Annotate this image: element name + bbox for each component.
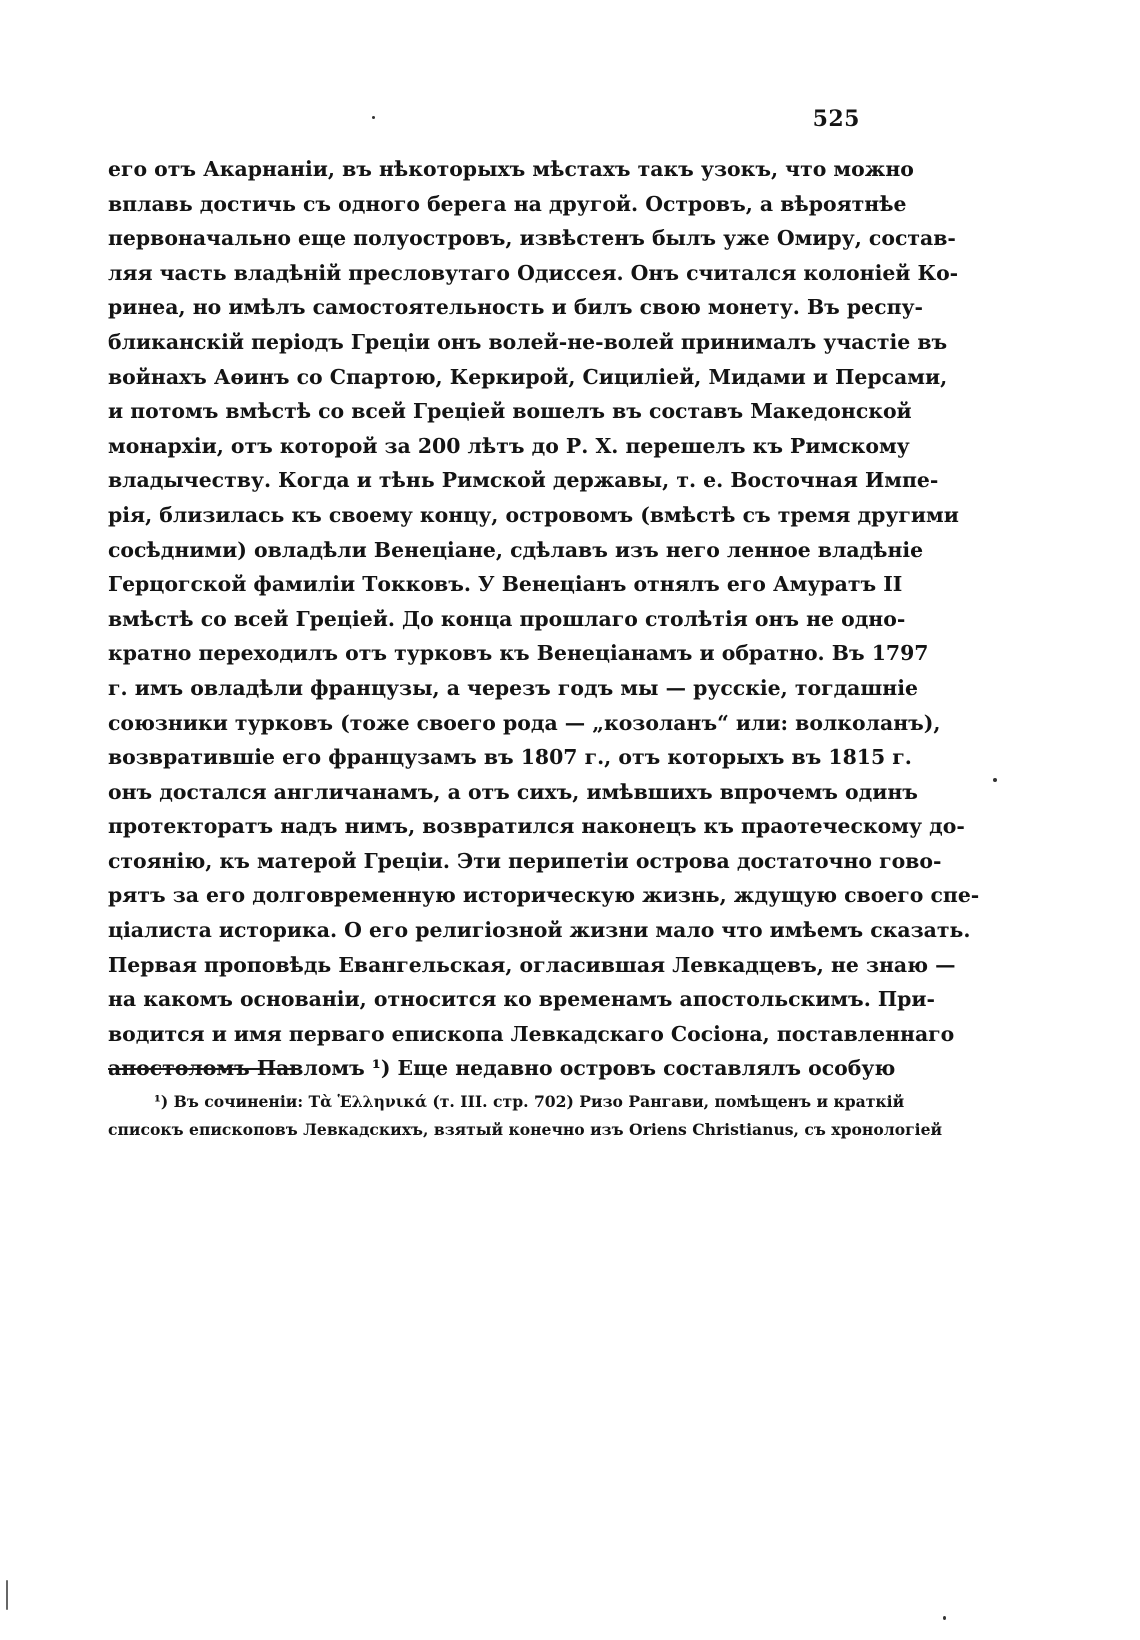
text-line: кратно переходилъ отъ турковъ къ Венеціанамъ и обратно. Въ 1797 [108, 641, 929, 666]
page-number: 525 [812, 106, 860, 132]
scan-speck [372, 116, 375, 119]
text-line: водится и имя перваго епископа Левкадскаго Сосіона, поставленнаго [108, 1021, 955, 1046]
text-line: ляя часть владѣній пресловутаго Одиссея. Онъ считался колоніей Ко- [108, 260, 959, 285]
text-line: рятъ за его долговременную историческую жизнь, ждущую своего спе- [108, 883, 980, 908]
text-line: вплавь достичь съ одного берега на другой. Островъ, а вѣроятнѣе [108, 191, 907, 216]
text-line: первоначально еще полуостровъ, извѣстенъ былъ уже Омиру, состав- [108, 226, 956, 251]
text-line: бликанскій періодъ Греціи онъ волей-не-волей принималъ участіе въ [108, 329, 948, 354]
body-text [108, 152, 980, 1086]
footnote-line: списокъ епископовъ Левкадскихъ, взятый конечно изъ Oriens Christianus, съ хронологіей [108, 1120, 943, 1139]
scan-speck [943, 1616, 946, 1620]
scan-speck [993, 778, 997, 782]
text-line: стоянію, къ матерой Греціи. Эти перипетіи острова достаточно гово- [108, 848, 942, 873]
scan-speck [6, 1580, 8, 1610]
text-line: владычеству. Когда и тѣнь Римской державы, т. е. Восточная Импе- [108, 468, 939, 493]
footnote-divider [108, 1068, 300, 1070]
text-line: г. имъ овладѣли французы, а черезъ годъ мы — русскіе, тогдашніе [108, 675, 918, 700]
text-line: и потомъ вмѣстѣ со всей Греціей вошелъ въ составъ Македонской [108, 399, 912, 424]
text-line: протекторатъ надъ нимъ, возвратился наконецъ къ праотеческому до- [108, 814, 965, 839]
text-line: сосѣдними) овладѣли Венеціане, сдѣлавъ изъ него ленное владѣніе [108, 537, 924, 562]
text-line: его отъ Акарнаніи, въ нѣкоторыхъ мѣстахъ такъ узокъ, что можно [108, 157, 914, 181]
text-line: ринеа, но имѣлъ самостоятельность и билъ свою монету. Въ респу- [108, 295, 924, 320]
text-line: рія, близилась къ своему концу, островомъ (вмѣстѣ съ тремя другими [108, 502, 959, 527]
text-line: вмѣстѣ со всей Греціей. До конца прошлаго столѣтія онъ не одно- [108, 606, 906, 631]
text-line: монархіи, отъ которой за 200 лѣтъ до Р. Х. перешелъ къ Римскому [108, 433, 910, 458]
footnote-line: ¹) Въ сочиненіи: Τὰ Ἑλληνικά (т. III. стр. 702) Ризо Рангави, помѣщенъ и краткій [154, 1092, 905, 1111]
text-line: войнахъ Аѳинъ со Спартою, Керкирой, Сициліей, Мидами и Персами, [108, 364, 948, 389]
text-line: Первая проповѣдь Евангельская, огласившая Левкадцевъ, не знаю — [108, 952, 956, 977]
text-line: онъ достался англичанамъ, а отъ сихъ, имѣвшихъ впрочемъ одинъ [108, 779, 918, 804]
text-line: апостоломъ Павломъ ¹) Еще недавно островъ составлялъ особую [108, 1056, 896, 1081]
text-line: на какомъ основаніи, относится ко временамъ апостольскимъ. При- [108, 987, 935, 1012]
text-line: Герцогской фамиліи Токковъ. У Венеціанъ отнялъ его Амуратъ II [108, 572, 903, 597]
text-line: союзники турковъ (тоже своего рода — „козоланъ“ или: волколанъ), [108, 710, 941, 735]
footnotes [108, 1088, 943, 1144]
text-line: ціалиста историка. О его религіозной жизни мало что имѣемъ сказать. [108, 918, 971, 943]
text-line: возвратившіе его французамъ въ 1807 г., отъ которыхъ въ 1815 г. [108, 745, 912, 770]
